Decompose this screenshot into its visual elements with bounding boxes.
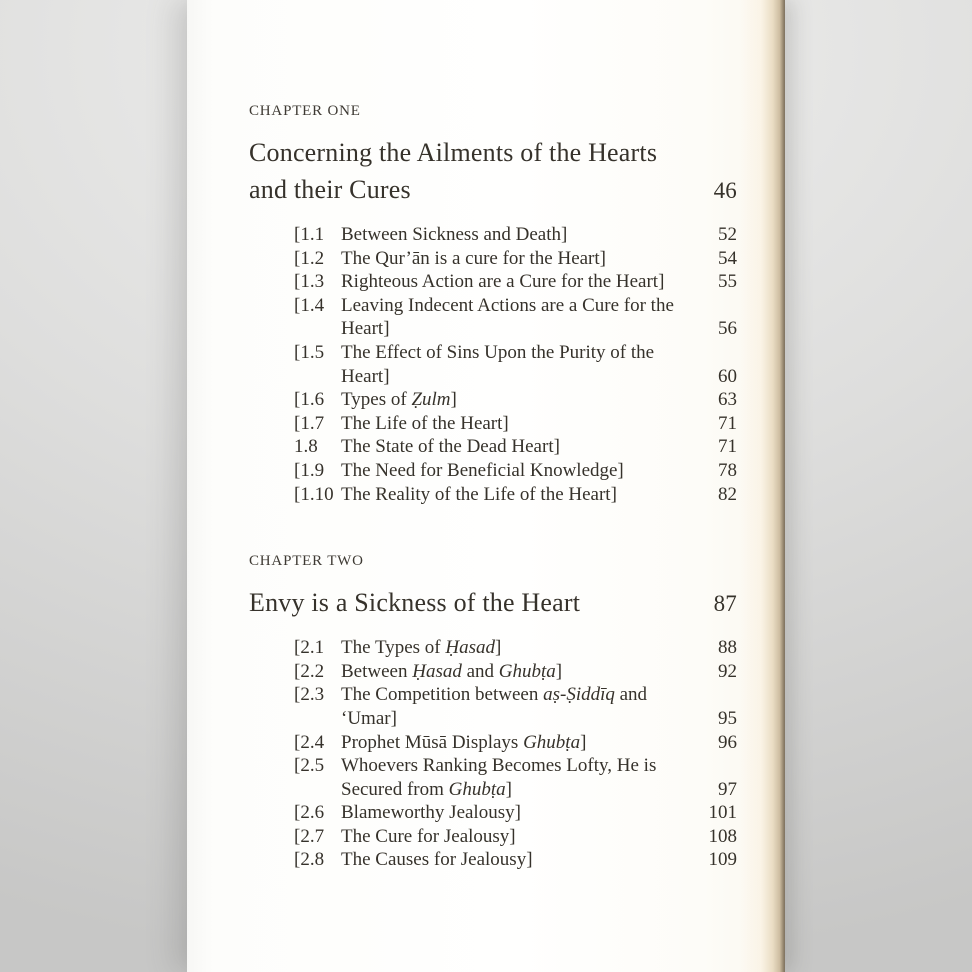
entry-text-italic: Ghubṭa bbox=[523, 731, 581, 753]
entry-line bbox=[294, 848, 737, 872]
entry-line bbox=[294, 483, 737, 507]
entry-text-segment: The Need for Beneficial Knowledge] bbox=[341, 459, 624, 481]
entry-number: [1.2 bbox=[294, 247, 325, 269]
entry-line bbox=[294, 636, 737, 660]
entry-page-number: 92 bbox=[718, 660, 737, 682]
chapter-title-text: and their Cures bbox=[249, 175, 411, 204]
entry-indent bbox=[294, 778, 341, 802]
chapter-page-number: 46 bbox=[713, 178, 737, 203]
toc-entry bbox=[294, 270, 737, 294]
entry-text bbox=[341, 365, 390, 389]
entry-line bbox=[294, 270, 737, 294]
entry-text-segment: The Effect of Sins Upon the Purity of the bbox=[341, 341, 655, 363]
entry-line bbox=[294, 365, 737, 389]
entry-line bbox=[294, 459, 737, 483]
entry-text-italic: aṣ-Ṣiddīq bbox=[543, 684, 615, 706]
toc-entry bbox=[294, 388, 737, 412]
toc-entry bbox=[294, 483, 737, 507]
entry-page-number: 96 bbox=[718, 731, 737, 753]
entry-number: [2.3 bbox=[294, 684, 325, 706]
toc-entry bbox=[294, 223, 737, 247]
entry-page-number: 63 bbox=[718, 389, 737, 411]
entry-text bbox=[341, 825, 516, 849]
entry-text-segment: ] bbox=[580, 731, 587, 753]
entry-text-segment: and bbox=[614, 684, 648, 706]
entry-page-number: 71 bbox=[718, 412, 737, 434]
entry-text-segment: The Cure for Jealousy] bbox=[341, 825, 516, 847]
chapter-title-line bbox=[249, 584, 737, 622]
entry-line bbox=[294, 754, 737, 778]
entry-text-segment: Secured from bbox=[341, 778, 449, 800]
entry-number: [2.1 bbox=[294, 637, 325, 659]
entry-line bbox=[294, 388, 737, 412]
entry-text bbox=[341, 388, 457, 412]
entry-text-segment: Heart] bbox=[341, 365, 390, 387]
entry-page-number: 82 bbox=[718, 483, 737, 505]
entry-number: [1.3 bbox=[294, 271, 325, 293]
chapter-title-text: Concerning the Ailments of the Hearts bbox=[249, 138, 658, 167]
entry-number: [1.10 bbox=[294, 483, 334, 505]
entry-text bbox=[341, 778, 512, 802]
entry-page-number: 54 bbox=[718, 247, 737, 269]
entry-text-segment: Prophet Mūsā Displays bbox=[341, 731, 524, 753]
chapter-section bbox=[249, 103, 737, 506]
toc-content bbox=[249, 0, 737, 872]
entry-indent bbox=[294, 317, 341, 341]
entry-page-number: 97 bbox=[718, 778, 737, 800]
entry-text-italic: Ẓulm bbox=[411, 389, 451, 411]
entry-page-number: 56 bbox=[718, 318, 737, 340]
entry-page-number: 101 bbox=[708, 802, 737, 824]
entry-text bbox=[341, 754, 656, 778]
entry-text bbox=[341, 270, 664, 294]
toc-entry bbox=[294, 731, 737, 755]
book-page bbox=[187, 0, 785, 972]
toc-entry bbox=[294, 435, 737, 459]
entry-text bbox=[341, 247, 606, 271]
chapter-label: CHAPTER ONE bbox=[249, 103, 361, 119]
entry-line bbox=[294, 294, 737, 318]
entry-number: 1.8 bbox=[294, 436, 318, 458]
toc-entry bbox=[294, 848, 737, 872]
entry-text bbox=[341, 341, 654, 365]
entry-text-segment: The Reality of the Life of the Heart] bbox=[341, 483, 617, 505]
toc-entry bbox=[294, 459, 737, 483]
chapter-page-number: 87 bbox=[713, 591, 737, 617]
toc-entry bbox=[294, 412, 737, 436]
toc-entry bbox=[294, 294, 737, 341]
entry-text-segment: The Types of bbox=[341, 637, 446, 659]
entry-page-number: 71 bbox=[718, 436, 737, 458]
chapter-title-text: Envy is a Sickness of the Heart bbox=[249, 588, 581, 618]
entry-line bbox=[294, 247, 737, 271]
chapter-label: CHAPTER TWO bbox=[249, 553, 364, 570]
entry-text bbox=[341, 223, 567, 247]
entry-text-segment: Righteous Action are a Cure for the Heart] bbox=[341, 271, 665, 293]
entry-text-italic: Ḥasad bbox=[412, 660, 462, 682]
entry-line bbox=[294, 801, 737, 825]
entry-text bbox=[341, 317, 390, 341]
entry-page-number: 108 bbox=[708, 825, 737, 847]
entry-indent bbox=[294, 365, 341, 389]
entry-text bbox=[341, 483, 617, 507]
entry-text-segment: Between Sickness and Death] bbox=[341, 224, 568, 245]
entry-text-segment: Between bbox=[341, 660, 413, 682]
chapter-title bbox=[249, 134, 737, 209]
chapter-title-line bbox=[249, 134, 737, 171]
chapter-title bbox=[249, 584, 737, 622]
entry-text-segment: Leaving Indecent Actions are a Cure for the bbox=[341, 294, 674, 316]
entry-text-italic: Ghubṭa bbox=[448, 778, 506, 800]
entry-line bbox=[294, 223, 737, 247]
entry-page-number: 52 bbox=[718, 224, 737, 245]
entry-text-segment: and bbox=[461, 660, 499, 682]
entry-text-segment: The Competition between bbox=[341, 684, 544, 706]
entry-line bbox=[294, 707, 737, 731]
page-right-edge bbox=[741, 0, 785, 972]
entry-text-segment: Blameworthy Jealousy] bbox=[341, 802, 521, 824]
entry-text bbox=[341, 412, 509, 436]
toc-entry bbox=[294, 683, 737, 730]
entry-page-number: 95 bbox=[718, 707, 737, 729]
entry-text bbox=[341, 848, 533, 872]
entry-text-segment: The Life of the Heart] bbox=[341, 412, 509, 434]
entry-text bbox=[341, 707, 397, 731]
toc-entry bbox=[294, 660, 737, 684]
entry-number: [1.6 bbox=[294, 389, 325, 411]
toc-entry bbox=[294, 825, 737, 849]
entry-text bbox=[341, 636, 501, 660]
entry-number: [2.7 bbox=[294, 825, 325, 847]
entry-number: [2.4 bbox=[294, 731, 325, 753]
entry-text bbox=[341, 731, 586, 755]
entry-page-number: 60 bbox=[718, 365, 737, 387]
entry-text-segment: The State of the Dead Heart] bbox=[341, 436, 560, 458]
entry-number: [1.9 bbox=[294, 459, 325, 481]
entry-text bbox=[341, 294, 674, 318]
entry-number: [1.7 bbox=[294, 412, 325, 434]
entry-text bbox=[341, 660, 562, 684]
entry-text bbox=[341, 801, 521, 825]
toc-entry bbox=[294, 341, 737, 388]
entry-text bbox=[341, 459, 624, 483]
entry-line bbox=[294, 435, 737, 459]
entry-text-segment: ] bbox=[495, 637, 502, 659]
chapter-title-line bbox=[249, 171, 737, 209]
toc-entry bbox=[294, 247, 737, 271]
entry-number: [1.4 bbox=[294, 294, 325, 316]
entry-line bbox=[294, 660, 737, 684]
toc-entry bbox=[294, 636, 737, 660]
entry-page-number: 109 bbox=[708, 849, 737, 871]
entry-number: [2.6 bbox=[294, 802, 325, 824]
entry-number: [1.1 bbox=[294, 224, 325, 245]
entry-line bbox=[294, 731, 737, 755]
toc-entries bbox=[294, 636, 737, 872]
entry-line bbox=[294, 341, 737, 365]
entry-text-segment: ] bbox=[450, 389, 457, 411]
entry-number: [2.2 bbox=[294, 660, 325, 682]
entry-number: [2.8 bbox=[294, 849, 325, 871]
entry-number: [2.5 bbox=[294, 755, 325, 777]
entry-text-segment: ] bbox=[505, 778, 512, 800]
entry-line bbox=[294, 778, 737, 802]
entry-text-segment: The Qur’ān is a cure for the Heart] bbox=[341, 247, 606, 269]
entry-line bbox=[294, 683, 737, 707]
entry-text-segment: The Causes for Jealousy] bbox=[341, 849, 533, 871]
entry-text bbox=[341, 435, 560, 459]
entry-line bbox=[294, 317, 737, 341]
entry-text-italic: Ḥasad bbox=[445, 637, 496, 659]
entry-text-segment: Heart] bbox=[341, 318, 390, 340]
toc-entry bbox=[294, 754, 737, 801]
entry-page-number: 78 bbox=[718, 459, 737, 481]
chapter-section bbox=[249, 553, 737, 872]
entry-page-number: 55 bbox=[718, 271, 737, 293]
entry-text-segment: Types of bbox=[341, 389, 412, 411]
toc-entries bbox=[294, 223, 737, 506]
entry-page-number: 88 bbox=[718, 637, 737, 659]
entry-text-segment: ‘Umar] bbox=[341, 707, 397, 729]
entry-number: [1.5 bbox=[294, 341, 325, 363]
entry-text-italic: Ghubṭa bbox=[498, 660, 556, 682]
entry-text bbox=[341, 683, 647, 707]
toc-entry bbox=[294, 801, 737, 825]
entry-line bbox=[294, 825, 737, 849]
entry-line bbox=[294, 412, 737, 436]
entry-indent bbox=[294, 707, 341, 731]
entry-text-segment: ] bbox=[555, 660, 563, 682]
entry-text-segment: Whoevers Ranking Becomes Lofty, He is bbox=[341, 755, 657, 777]
